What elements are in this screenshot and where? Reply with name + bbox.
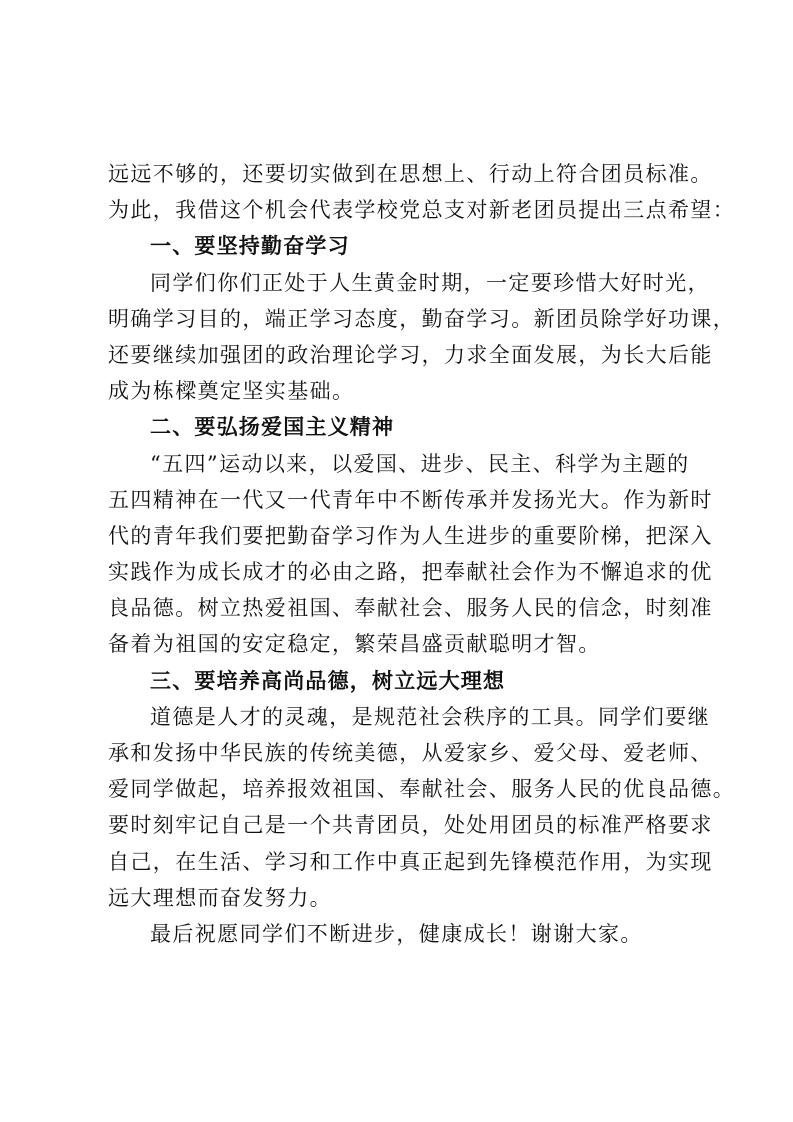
- paragraph-line: 成为栋樑奠定坚实基础。: [108, 379, 355, 404]
- paragraph-line: “五四”运动以来，以爱国、进步、民主、科学为主题的: [150, 451, 690, 476]
- paragraph-line: 实践作为成长成才的必由之路，把奉献社会作为不懈追求的优: [108, 560, 713, 585]
- paragraph-line: 代的青年我们要把勤奋学习作为人生进步的重要阶梯，把深入: [108, 523, 713, 548]
- paragraph-line: 道德是人才的灵魂，是规范社会秩序的工具。同学们要继: [150, 704, 710, 729]
- paragraph-line: 备着为祖国的安定稳定，繁荣昌盛贡献聪明才智。: [108, 632, 601, 657]
- paragraph-line: 明确学习目的，端正学习态度，勤奋学习。新团员除学好功课，: [108, 306, 736, 331]
- paragraph-line: 承和发扬中华民族的传统美德，从爱家乡、爱父母、爱老师、: [108, 741, 713, 765]
- paragraph-line: 同学们你们正处于人生黄金时期，一定要珍惜大好时光，: [150, 270, 710, 295]
- section-heading-2: 二、要弘扬爱国主义精神: [150, 414, 395, 440]
- paragraph-line: 自己，在生活、学习和工作中真正起到先锋模范作用，为实现: [108, 849, 713, 874]
- section-heading-1: 一、要坚持勤奋学习: [150, 233, 350, 259]
- paragraph-line: 五四精神在一代又一代青年中不断传承并发扬光大。作为新时: [108, 487, 713, 512]
- paragraph-line: 还要继续加强团的政治理论学习，力求全面发展，为长大后能: [108, 342, 713, 367]
- document-body: [108, 156, 736, 952]
- closing-line: 最后祝愿同学们不断进步，健康成长！谢谢大家。: [150, 921, 643, 946]
- paragraph-line: 良品德。树立热爱祖国、奉献社会、服务人民的信念，时刻准: [108, 596, 713, 621]
- paragraph-line: 要时刻牢记自己是一个共青团员，处处用团员的标准严格要求: [108, 813, 713, 838]
- section-heading-3: 三、要培养高尚品德，树立远大理想: [150, 667, 506, 693]
- paragraph-line: 远大理想而奋发努力。: [108, 885, 332, 910]
- paragraph-line: 为此，我借这个机会代表学校党总支对新老团员提出三点希望：: [108, 198, 736, 223]
- paragraph-line: 远远不够的，还要切实做到在思想上、行动上符合团员标准。: [108, 162, 713, 186]
- paragraph-line: 爱同学做起，培养报效祖国、奉献社会、服务人民的优良品德。: [108, 777, 736, 802]
